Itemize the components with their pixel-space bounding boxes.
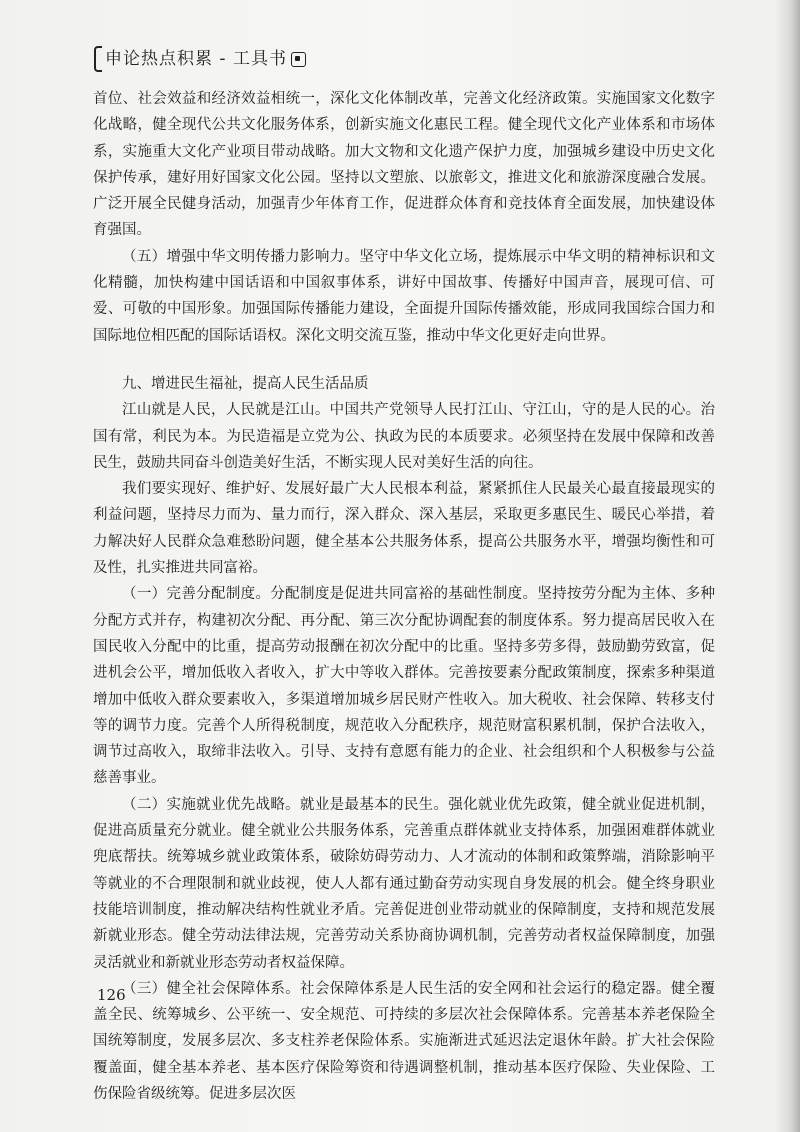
- paragraph-intro: 江山就是人民，人民就是江山。中国共产党领导人民打江山、守江山，守的是人民的心。治国有常，利民为本。为民造福是立党为公、执政为民的本质要求。必须坚持在发展中保障和改善民生，鼓励共同奋斗创造美好生活，不断实现人民对美好生活的向往。: [93, 402, 715, 471]
- page-number: 126: [97, 986, 126, 1004]
- paragraph-subsection-2: （二）实施就业优先战略。就业是最基本的民生。强化就业优先政策，健全就业促进机制，促进高质量充分就业。健全就业公共服务体系，完善重点群体就业支持体系，加强困难群体就业兜底帮扶。统筹城乡就业政策体系，破除妨碍劳动力、人才流动的体制和政策弊端，消除影响平等就业的不合理限制和就业歧视，使人人都有通过勤奋劳动实现自身发展的机会。健全终身职业技能培训制度，推动解决结构性就业矛盾。完善促进创业带动就业的保障制度，支持和规范发展新就业形态。健全劳动法律法规，完善劳动关系协商协调机制，完善劳动者权益保障制度，加强灵活就业和新就业形态劳动者权益保障。: [93, 796, 715, 971]
- page-edge-shadow: [776, 0, 800, 1132]
- running-header: [94, 44, 306, 72]
- header-bracket-icon: [94, 46, 102, 72]
- section-heading-9: 九、增进民生福祉，提高人民生活品质: [122, 375, 369, 392]
- paragraph-goals: 我们要实现好、维护好、发展好最广大人民根本利益，紧紧抓住人民最关心最直接最现实的利益问题，坚持尽力而为、量力而行，深入群众、深入基层，采取更多惠民生、暖民心举措，着力解决好人民群众急难愁盼问题，健全基本公共服务体系，提高公共服务水平，增强均衡性和可及性，扎实推进共同富裕。: [93, 481, 715, 577]
- header-box-icon: [291, 52, 306, 67]
- paragraph-subsection-1: （一）完善分配制度。分配制度是促进共同富裕的基础性制度。坚持按劳分配为主体、多种分配方式并存，构建初次分配、再分配、第三次分配协调配套的制度体系。努力提高居民收入在国民收入分配中的比重，提高劳动报酬在初次分配中的比重。坚持多劳多得，鼓励勤劳致富，促进机会公平，增加低收入者收入，扩大中等收入群体。完善按要素分配政策制度，探索多种渠道增加中低收入群众要素收入，多渠道增加城乡居民财产性收入。加大税收、社会保障、转移支付等的调节力度。完善个人所得税制度，规范收入分配秩序，规范财富积累机制，保护合法收入，调节过高收入，取缔非法收入。引导、支持有意愿有能力的企业、社会组织和个人积极参与公益慈善事业。: [93, 586, 715, 787]
- paragraph-continued: 首位、社会效益和经济效益相统一，深化文化体制改革，完善文化经济政策。实施国家文化数字化战略，健全现代公共文化服务体系，创新实施文化惠民工程。健全现代文化产业体系和市场体系，实施重大文化产业项目带动战略。加大文物和文化遗产保护力度，加强城乡建设中历史文化保护传承，建好用好国家文化公园。坚持以文塑旅、以旅彰文，推进文化和旅游深度融合发展。广泛开展全民健身活动，加强青少年体育工作，促进群众体育和竞技体育全面发展，加快建设体育强国。: [93, 91, 715, 239]
- paragraph-subsection-5: （五）增强中华文明传播力影响力。坚守中华文化立场，提炼展示中华文明的精神标识和文化精髓，加快构建中国话语和中国叙事体系，讲好中国故事、传播好中国声音，展现可信、可爱、可敬的中国形象。加强国际传播能力建设，全面提升国际传播效能，形成同我国综合国力和国际地位相匹配的国际话语权。深化文明交流互鉴，推动中华文化更好走向世界。: [93, 248, 715, 344]
- header-title: 申论热点积累 - 工具书: [105, 49, 287, 69]
- paragraph-subsection-3: （三）健全社会保障体系。社会保障体系是人民生活的安全网和社会运行的稳定器。健全覆盖全民、统筹城乡、公平统一、安全规范、可持续的多层次社会保障体系。完善基本养老保险全国统筹制度，发展多层次、多支柱养老保险体系。实施渐进式延迟法定退休年龄。扩大社会保险覆盖面，健全基本养老、基本医疗保险筹资和待遇调整机制，推动基本医疗保险、失业保险、工伤保险省级统筹。促进多层次医: [93, 980, 715, 1102]
- body-text: [93, 86, 715, 1107]
